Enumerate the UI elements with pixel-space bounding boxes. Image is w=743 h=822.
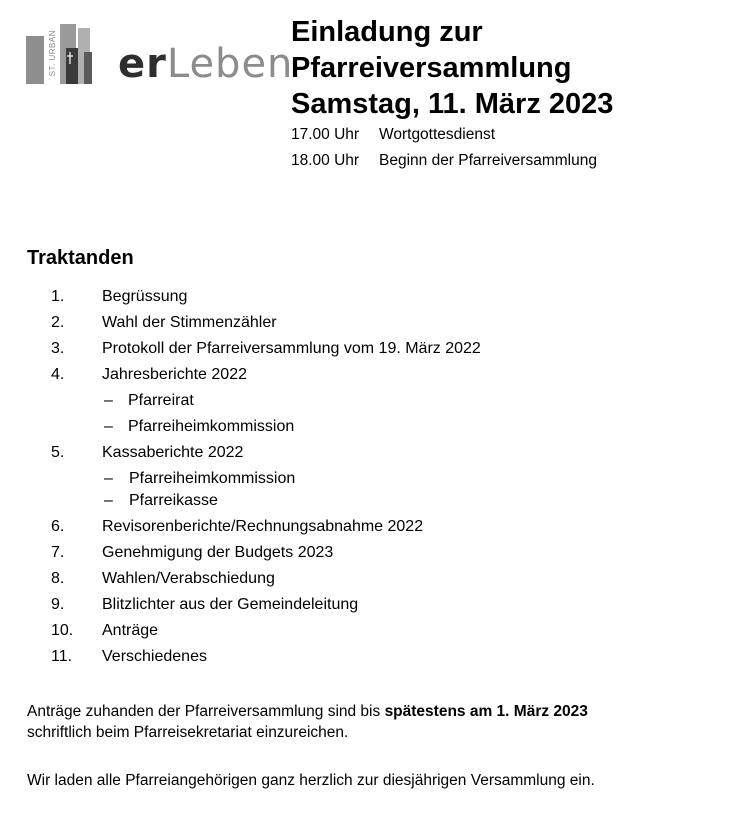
subitem-text: Pfarreikasse xyxy=(129,492,218,509)
agenda-item-text: Wahl der Stimmenzähler xyxy=(102,314,277,331)
subitem-dash: – xyxy=(104,418,113,435)
schedule xyxy=(291,126,597,178)
agenda-item-text: Kassaberichte 2022 xyxy=(102,444,244,461)
logo-side-text: ST. URBAN xyxy=(48,30,57,77)
schedule-event: Beginn der Pfarreiversammlung xyxy=(379,152,597,169)
agenda-item-number: 10. xyxy=(51,622,74,639)
agenda-item-number: 11. xyxy=(51,648,73,665)
subitem-dash: – xyxy=(104,470,113,487)
subitem-text: Pfarreiheimkommission xyxy=(128,418,295,435)
agenda-item-text: Wahlen/Verabschiedung xyxy=(102,570,275,587)
agenda-item-number: 9. xyxy=(51,596,65,613)
schedule-row xyxy=(291,152,597,178)
schedule-row xyxy=(291,126,597,152)
agenda-item-number: 5. xyxy=(51,444,65,461)
subitem-dash: – xyxy=(104,492,113,509)
agenda-item-number: 3. xyxy=(51,340,65,357)
agenda-item-number: 6. xyxy=(51,518,65,535)
agenda-item-number: 2. xyxy=(51,314,65,331)
submission-notice xyxy=(27,701,727,743)
agenda-item-text: Jahresberichte 2022 xyxy=(102,366,247,383)
title-line-3: Samstag, 11. März 2023 xyxy=(291,88,614,120)
notice-text-1: Anträge zuhanden der Pfarreiversammlung sind bis xyxy=(27,703,385,720)
title-line-1: Einladung zur xyxy=(291,16,483,48)
agenda-item-text: Begrüssung xyxy=(102,288,188,305)
agenda-item-number: 4. xyxy=(51,366,65,383)
agenda-item-number: 1. xyxy=(51,288,65,305)
agenda-item-text: Anträge xyxy=(102,622,159,639)
logo-wordmark xyxy=(118,42,293,86)
agenda-item-text: Protokoll der Pfarreiversammlung vom 19. März 2022 xyxy=(102,340,481,357)
agenda-item-number: 7. xyxy=(51,544,65,561)
closing-sentence: Wir laden alle Pfarreiangehörigen ganz herzlich zur diesjährigen Versammlung ein. xyxy=(27,772,595,789)
schedule-time: 17.00 Uhr xyxy=(291,126,360,143)
agenda-item-text: Blitzlichter aus der Gemeindeleitung xyxy=(102,596,359,613)
notice-deadline: spätestens am 1. März 2023 xyxy=(384,703,588,720)
subitem-text: Pfarreiheimkommission xyxy=(129,470,296,487)
agenda-heading: Traktanden xyxy=(27,247,134,269)
subitem-dash: – xyxy=(104,392,113,409)
page-title xyxy=(291,14,731,122)
title-line-2: Pfarreiversammlung xyxy=(291,52,572,84)
notice-text-2: schriftlich beim Pfarreisekretariat einzureichen. xyxy=(27,724,349,741)
subitem-text: Pfarreirat xyxy=(128,392,194,409)
logo-mark xyxy=(26,22,121,86)
logo xyxy=(26,22,294,92)
agenda-item-number: 8. xyxy=(51,570,65,587)
agenda-item-text: Genehmigung der Budgets 2023 xyxy=(102,544,334,561)
logo-word-leben: Leben xyxy=(166,41,294,87)
agenda-item-text: Revisorenberichte/Rechnungsabnahme 2022 xyxy=(102,518,424,535)
agenda-item-text: Verschiedenes xyxy=(102,648,207,665)
schedule-time: 18.00 Uhr xyxy=(291,152,360,169)
logo-word-er: er xyxy=(118,41,167,87)
schedule-event: Wortgottesdienst xyxy=(379,126,496,143)
